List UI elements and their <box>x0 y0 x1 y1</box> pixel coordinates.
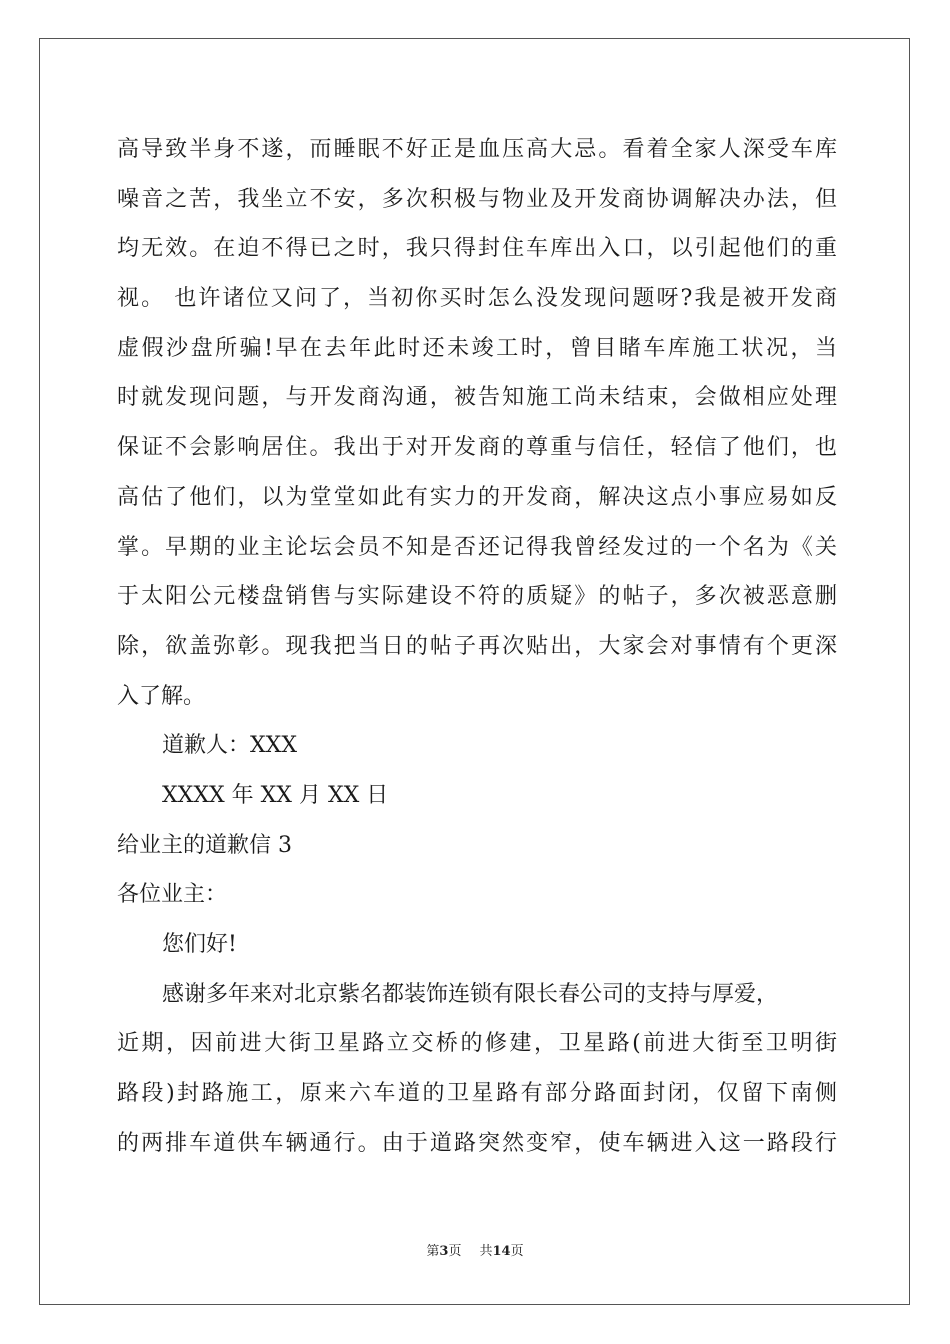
text-line: 虚假沙盘所骗!早在去年此时还未竣工时，曾目睹车库施工状况，当 <box>117 335 837 361</box>
text-line: 均无效。在迫不得已之时，我只得封住车库出入口，以引起他们的重 <box>117 236 837 262</box>
page-prefix: 第 <box>426 1244 440 1259</box>
page-current: 3 <box>439 1244 449 1259</box>
text-line: 保证不会影响居住。我出于对开发商的尊重与信任，轻信了他们，也 <box>117 435 837 461</box>
signature-author: 道歉人：XXX <box>162 733 297 759</box>
text-line: 的两排车道供车辆通行。由于道路突然变窄，使车辆进入这一路段行 <box>117 1130 837 1156</box>
total-suffix: 页 <box>510 1244 524 1259</box>
page-total: 14 <box>492 1244 511 1259</box>
total-prefix: 共 <box>479 1244 493 1259</box>
text-line: 高导致半身不遂，而睡眠不好正是血压高大忌。看着全家人深受车库 <box>117 137 837 162</box>
text-line: 高估了他们，以为堂堂如此有实力的开发商，解决这点小事应易如反 <box>117 484 837 510</box>
text-line: 入了解。 <box>117 683 206 709</box>
text-line: 掌。早期的业主论坛会员不知是否还记得我曾经发过的一个名为《关 <box>117 534 837 560</box>
text-line: 感谢多年来对北京紫名都装饰连锁有限长春公司的支持与厚爱， <box>162 981 779 1007</box>
document-body <box>117 125 837 1168</box>
page-suffix: 页 <box>448 1244 462 1259</box>
text-line: 近期，因前进大街卫星路立交桥的修建，卫星路(前进大街至卫明街 <box>117 1031 837 1057</box>
greeting: 您们好! <box>162 932 237 957</box>
page-footer <box>0 1240 950 1259</box>
text-line: 于太阳公元楼盘销售与实际建设不符的质疑》的帖子，多次被恶意删 <box>117 584 837 610</box>
text-line: 噪音之苦，我坐立不安，多次积极与物业及开发商协调解决办法，但 <box>117 186 837 212</box>
section-heading: 给业主的道歉信 3 <box>117 832 292 858</box>
text-line: 除，欲盖弥彰。现我把当日的帖子再次贴出，大家会对事情有个更深 <box>117 633 837 659</box>
text-line: 路段)封路施工，原来六车道的卫星路有部分路面封闭，仅留下南侧 <box>117 1081 837 1107</box>
text-line: 视。 也许诸位又问了，当初你买时怎么没发现问题呀?我是被开发商 <box>117 286 837 312</box>
signature-date: XXXX 年 XX 月 XX 日 <box>162 782 389 808</box>
text-line: 时就发现问题，与开发商沟通，被告知施工尚未结束，会做相应处理 <box>117 385 837 411</box>
salutation: 各位业主： <box>117 882 228 908</box>
